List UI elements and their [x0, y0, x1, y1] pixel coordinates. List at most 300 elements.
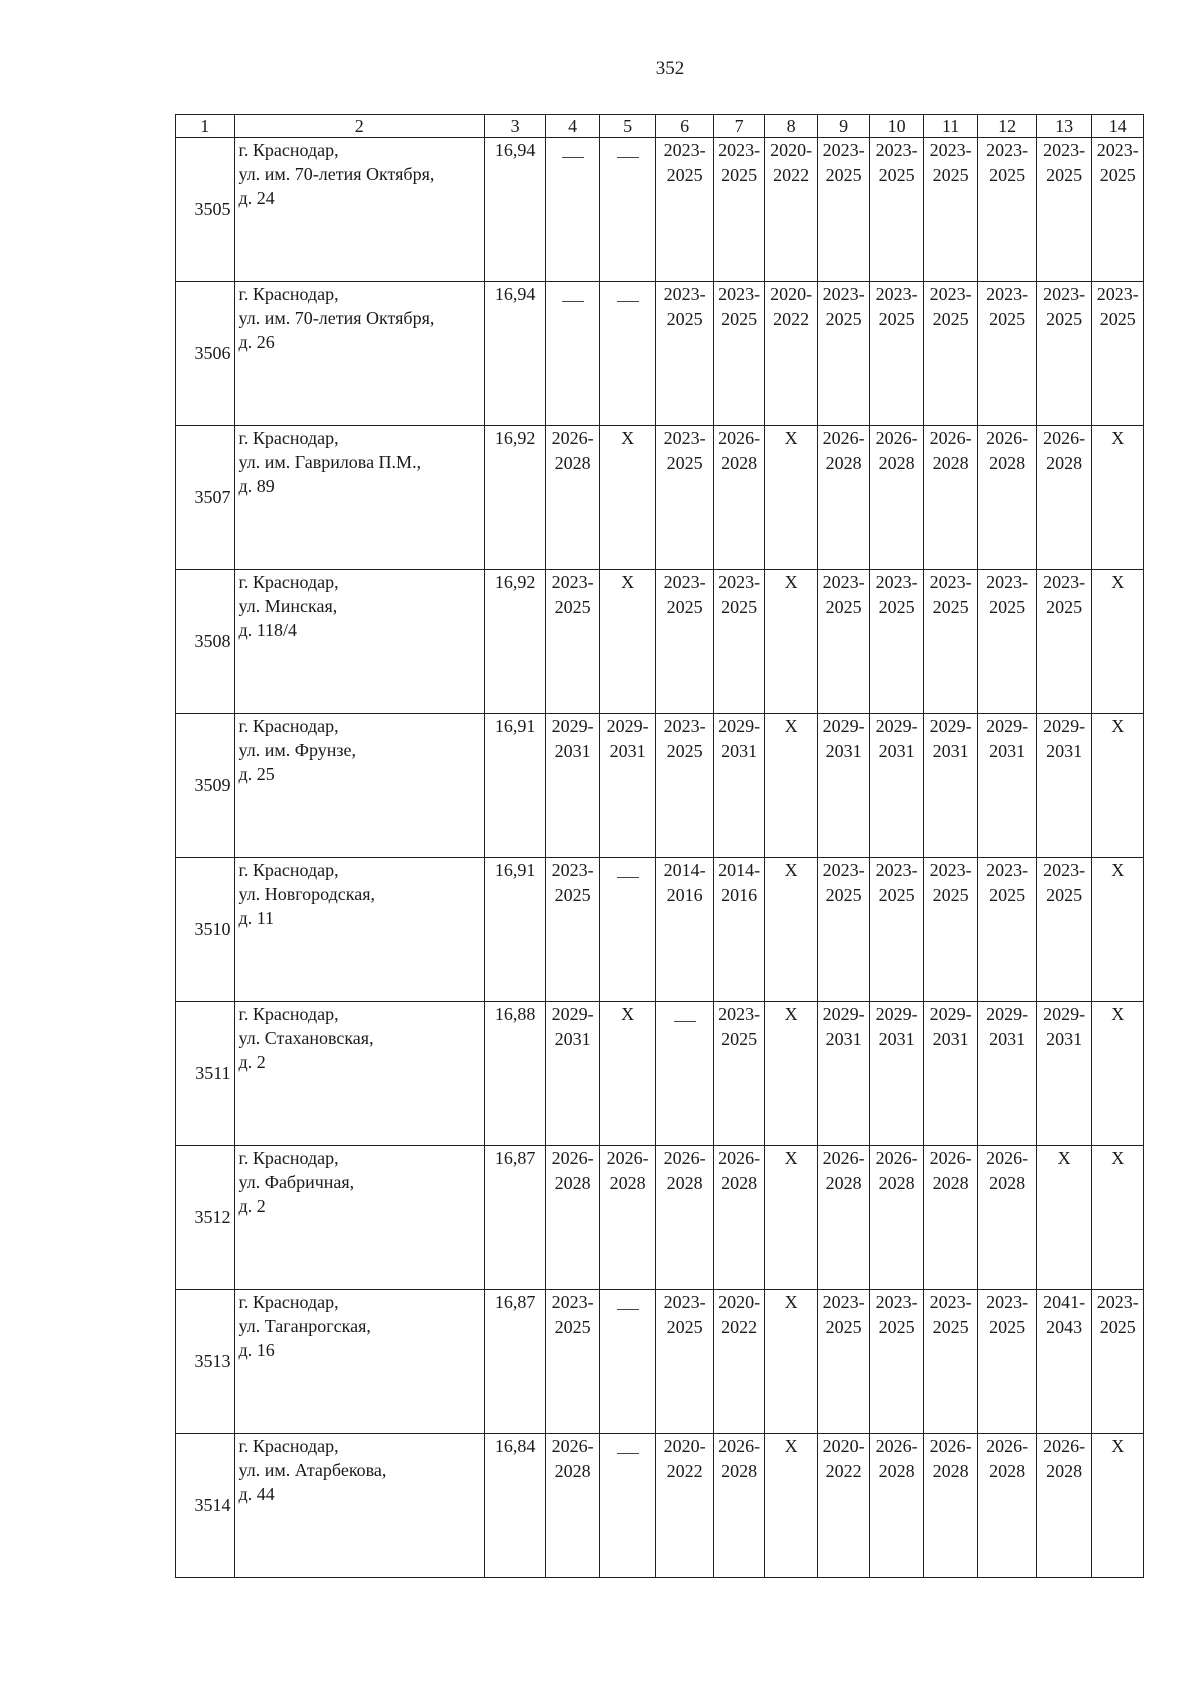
period-value: 2025 [1046, 597, 1083, 617]
period-cell [978, 1434, 1037, 1578]
period-value: 2025 [825, 165, 862, 185]
period-value: 2023- [663, 572, 706, 592]
period-value: 2022 [721, 1317, 758, 1337]
address-line: г. Краснодар, [238, 860, 339, 880]
table-row [176, 282, 1144, 426]
table-row [176, 1002, 1144, 1146]
period-cell [923, 714, 978, 858]
period-cell [546, 1290, 599, 1434]
period-value: 2029- [986, 716, 1029, 736]
period-cell [546, 1146, 599, 1290]
period-value: 2023- [1043, 140, 1086, 160]
period-value: 2026- [822, 1148, 865, 1168]
period-value: 2026- [551, 1436, 594, 1456]
period-value: 2023- [663, 716, 706, 736]
period-cell [713, 1290, 764, 1434]
period-value: 2023- [663, 140, 706, 160]
period-value: 2029- [822, 1004, 865, 1024]
period-cell [870, 282, 923, 426]
period-value: 2023- [551, 572, 594, 592]
period-value: 2028 [932, 453, 969, 473]
period-cell [978, 282, 1037, 426]
period-value: 2023- [663, 428, 706, 448]
period-cell [765, 138, 817, 282]
period-cell [923, 1290, 978, 1434]
period-cell [713, 138, 764, 282]
address-line: д. 26 [238, 332, 275, 352]
period-value: 2026- [1043, 428, 1086, 448]
period-value: 2028 [932, 1173, 969, 1193]
period-value: 2028 [878, 1173, 915, 1193]
ratio-cell: 16,88 [484, 1002, 546, 1146]
period-value: 2025 [1099, 309, 1136, 329]
period-value: 2028 [825, 453, 862, 473]
period-cell [978, 138, 1037, 282]
period-value: 2014- [718, 860, 761, 880]
period-cell [765, 1290, 817, 1434]
period-value: 2025 [666, 597, 703, 617]
period-value: 2028 [666, 1173, 703, 1193]
period-cell [923, 1146, 978, 1290]
period-value: 2020- [663, 1436, 706, 1456]
period-cell [1092, 282, 1144, 426]
period-value: 2023- [986, 140, 1029, 160]
period-value: 2020- [770, 140, 813, 160]
period-value: 2025 [932, 885, 969, 905]
period-value: 2025 [878, 885, 915, 905]
dash-mark [562, 301, 584, 302]
period-cell [546, 714, 599, 858]
column-header-10: 10 [870, 115, 923, 138]
column-header-13: 13 [1036, 115, 1092, 138]
period-cell [765, 1002, 817, 1146]
period-value: 2023- [718, 284, 761, 304]
period-value: X [784, 716, 798, 736]
period-value: 2029- [1043, 1004, 1086, 1024]
table-row [176, 1290, 1144, 1434]
period-value: X [621, 428, 635, 448]
period-cell [599, 282, 656, 426]
address-line: д. 16 [238, 1340, 275, 1360]
column-header-3: 3 [484, 115, 546, 138]
period-value: 2031 [825, 741, 862, 761]
period-value: 2029- [1043, 716, 1086, 736]
period-value: X [621, 572, 635, 592]
period-cell [817, 1146, 869, 1290]
period-value: 2029- [929, 716, 972, 736]
column-header-4: 4 [546, 115, 599, 138]
period-cell [765, 1146, 817, 1290]
period-value: 2025 [878, 165, 915, 185]
period-value: 2025 [554, 597, 591, 617]
period-value: 2026- [718, 1436, 761, 1456]
period-value: 2023- [822, 1292, 865, 1312]
period-cell [546, 570, 599, 714]
period-cell [1092, 426, 1144, 570]
period-value: X [1111, 1436, 1125, 1456]
address-line: г. Краснодар, [238, 428, 339, 448]
period-value: X [621, 1004, 635, 1024]
period-cell [1036, 282, 1092, 426]
address-line: ул. Фабричная, [238, 1172, 355, 1192]
period-value: X [784, 1004, 798, 1024]
period-value: 2028 [609, 1173, 646, 1193]
period-value: 2028 [989, 1461, 1026, 1481]
period-cell [599, 714, 656, 858]
period-value: 2023- [822, 860, 865, 880]
period-value: 2025 [1046, 309, 1083, 329]
table-row [176, 138, 1144, 282]
period-value: 2029- [606, 716, 649, 736]
period-value: 2025 [878, 1317, 915, 1337]
address-line: г. Краснодар, [238, 1004, 339, 1024]
address-line: ул. Минская, [238, 596, 338, 616]
period-value: 2026- [551, 428, 594, 448]
period-cell [656, 282, 714, 426]
period-cell [765, 1434, 817, 1578]
period-cell [1036, 1290, 1092, 1434]
ratio-cell: 16,91 [484, 714, 546, 858]
row-number: 3510 [176, 858, 235, 1002]
address-cell [234, 282, 484, 426]
period-value: 2031 [554, 741, 591, 761]
registry-table [175, 114, 1144, 1578]
period-cell [923, 282, 978, 426]
period-cell [656, 426, 714, 570]
ratio-cell: 16,87 [484, 1290, 546, 1434]
period-cell [1036, 570, 1092, 714]
period-value: 2020- [718, 1292, 761, 1312]
column-header-12: 12 [978, 115, 1037, 138]
period-cell [1036, 1146, 1092, 1290]
period-value: 2029- [822, 716, 865, 736]
period-value: 2023- [718, 572, 761, 592]
address-line: г. Краснодар, [238, 284, 339, 304]
period-value: X [784, 1292, 798, 1312]
period-value: 2028 [554, 1173, 591, 1193]
address-line: д. 24 [238, 188, 275, 208]
period-value: 2023- [929, 140, 972, 160]
address-cell [234, 1146, 484, 1290]
period-value: 2031 [721, 741, 758, 761]
ratio-cell: 16,87 [484, 1146, 546, 1290]
period-cell [713, 426, 764, 570]
address-line: д. 2 [238, 1052, 266, 1072]
address-line: ул. им. Атарбекова, [238, 1460, 387, 1480]
period-value: 2023- [1043, 284, 1086, 304]
period-value: 2025 [825, 885, 862, 905]
period-value: 2023- [551, 1292, 594, 1312]
period-cell [870, 570, 923, 714]
address-cell [234, 858, 484, 1002]
period-cell [599, 138, 656, 282]
dash-mark [617, 877, 639, 878]
period-cell [1092, 138, 1144, 282]
period-value: 2029- [929, 1004, 972, 1024]
period-value: 2014- [663, 860, 706, 880]
period-value: 2026- [986, 428, 1029, 448]
period-cell [599, 1290, 656, 1434]
period-value: 2025 [1046, 885, 1083, 905]
column-header-11: 11 [923, 115, 978, 138]
period-cell [546, 426, 599, 570]
row-number: 3512 [176, 1146, 235, 1290]
column-header-8: 8 [765, 115, 817, 138]
dash-mark [674, 1021, 696, 1022]
period-value: 2043 [1046, 1317, 1083, 1337]
address-line: д. 118/4 [238, 620, 298, 640]
period-value: 2025 [932, 597, 969, 617]
period-cell [923, 426, 978, 570]
period-cell [656, 1146, 714, 1290]
period-cell [1092, 1434, 1144, 1578]
dash-mark [617, 1453, 639, 1454]
period-value: 2026- [551, 1148, 594, 1168]
period-value: 2023- [875, 140, 918, 160]
period-value: 2029- [551, 1004, 594, 1024]
period-value: 2025 [721, 309, 758, 329]
period-cell [713, 1146, 764, 1290]
period-cell [923, 858, 978, 1002]
period-value: 2028 [721, 1461, 758, 1481]
period-cell [1092, 1146, 1144, 1290]
period-cell [923, 570, 978, 714]
table-row [176, 1434, 1144, 1578]
column-header-2: 2 [234, 115, 484, 138]
address-cell [234, 570, 484, 714]
period-value: 2031 [878, 1029, 915, 1049]
period-value: 2029- [986, 1004, 1029, 1024]
period-value: 2026- [875, 1148, 918, 1168]
period-value: 2031 [989, 1029, 1026, 1049]
period-value: 2025 [1099, 1317, 1136, 1337]
ratio-cell: 16,92 [484, 570, 546, 714]
period-cell [713, 282, 764, 426]
period-cell [765, 570, 817, 714]
ratio-cell: 16,91 [484, 858, 546, 1002]
period-value: 2022 [666, 1461, 703, 1481]
period-value: 2025 [989, 165, 1026, 185]
column-header-5: 5 [599, 115, 656, 138]
period-cell [713, 1002, 764, 1146]
period-cell [978, 1002, 1037, 1146]
period-cell [1092, 1290, 1144, 1434]
period-value: 2023- [875, 1292, 918, 1312]
period-value: 2026- [986, 1436, 1029, 1456]
period-cell [1036, 1002, 1092, 1146]
period-value: 2023- [986, 860, 1029, 880]
period-value: 2028 [554, 1461, 591, 1481]
period-cell [978, 714, 1037, 858]
period-cell [870, 426, 923, 570]
address-cell [234, 1002, 484, 1146]
period-value: 2020- [822, 1436, 865, 1456]
period-value: 2023- [929, 1292, 972, 1312]
period-value: 2025 [554, 1317, 591, 1337]
period-cell [923, 1434, 978, 1578]
period-value: 2025 [825, 597, 862, 617]
period-cell [817, 1002, 869, 1146]
period-cell [599, 1002, 656, 1146]
address-line: ул. им. 70-летия Октября, [238, 164, 435, 184]
period-cell [817, 282, 869, 426]
period-cell [870, 714, 923, 858]
row-number: 3514 [176, 1434, 235, 1578]
period-value: 2025 [989, 1317, 1026, 1337]
address-line: ул. Таганрогская, [238, 1316, 371, 1336]
period-value: 2026- [663, 1148, 706, 1168]
period-value: 2028 [721, 453, 758, 473]
period-value: 2025 [878, 597, 915, 617]
period-value: 2028 [825, 1173, 862, 1193]
period-cell [1036, 426, 1092, 570]
period-cell [978, 426, 1037, 570]
period-value: 2016 [721, 885, 758, 905]
period-value: X [784, 860, 798, 880]
address-cell [234, 1434, 484, 1578]
period-value: 2031 [1046, 1029, 1083, 1049]
period-value: 2025 [1099, 165, 1136, 185]
period-cell [656, 138, 714, 282]
period-value: 2023- [1096, 284, 1139, 304]
period-cell [978, 858, 1037, 1002]
period-cell [817, 714, 869, 858]
address-line: ул. Стахановская, [238, 1028, 374, 1048]
period-value: 2025 [878, 309, 915, 329]
period-value: 2031 [1046, 741, 1083, 761]
period-cell [713, 858, 764, 1002]
address-line: г. Краснодар, [238, 1436, 339, 1456]
period-value: 2025 [989, 309, 1026, 329]
period-value: 2031 [609, 741, 646, 761]
address-line: д. 89 [238, 476, 275, 496]
row-number: 3509 [176, 714, 235, 858]
period-value: 2028 [932, 1461, 969, 1481]
period-value: 2025 [721, 1029, 758, 1049]
period-value: 2028 [1046, 1461, 1083, 1481]
period-cell [978, 1146, 1037, 1290]
period-cell [870, 858, 923, 1002]
period-value: 2016 [666, 885, 703, 905]
period-value: 2031 [554, 1029, 591, 1049]
dash-mark [562, 157, 584, 158]
row-number: 3511 [176, 1002, 235, 1146]
period-value: 2026- [606, 1148, 649, 1168]
period-value: X [1057, 1148, 1071, 1168]
period-value: 2028 [878, 1461, 915, 1481]
period-cell [978, 570, 1037, 714]
row-number: 3506 [176, 282, 235, 426]
period-value: 2026- [929, 1148, 972, 1168]
period-cell [1036, 138, 1092, 282]
period-value: 2026- [929, 1436, 972, 1456]
period-cell [1036, 858, 1092, 1002]
period-cell [870, 1290, 923, 1434]
period-cell [656, 858, 714, 1002]
period-value: 2028 [554, 453, 591, 473]
period-value: 2025 [825, 1317, 862, 1337]
period-value: 2025 [989, 597, 1026, 617]
period-value: 2041- [1043, 1292, 1086, 1312]
period-cell [656, 714, 714, 858]
period-cell [599, 426, 656, 570]
address-cell [234, 1290, 484, 1434]
period-value: 2023- [875, 572, 918, 592]
period-value: 2025 [666, 741, 703, 761]
table-row [176, 570, 1144, 714]
period-value: 2023- [1043, 860, 1086, 880]
period-value: 2023- [875, 284, 918, 304]
period-value: 2025 [932, 1317, 969, 1337]
address-line: ул. им. Фрунзе, [238, 740, 356, 760]
table-header [176, 115, 1144, 138]
address-line: г. Краснодар, [238, 572, 339, 592]
address-line: д. 11 [238, 908, 275, 928]
period-value: 2026- [875, 428, 918, 448]
period-value: 2023- [986, 284, 1029, 304]
period-value: 2025 [989, 885, 1026, 905]
period-value: X [1111, 1004, 1125, 1024]
address-line: г. Краснодар, [238, 716, 339, 736]
period-value: 2023- [986, 572, 1029, 592]
period-value: 2028 [721, 1173, 758, 1193]
period-value: 2025 [721, 597, 758, 617]
period-value: 2029- [718, 716, 761, 736]
period-value: 2028 [878, 453, 915, 473]
period-cell [817, 138, 869, 282]
period-value: 2023- [822, 140, 865, 160]
period-cell [765, 714, 817, 858]
period-cell [1036, 714, 1092, 858]
period-cell [923, 138, 978, 282]
address-line: г. Краснодар, [238, 1292, 339, 1312]
period-value: 2031 [878, 741, 915, 761]
period-value: 2023- [822, 284, 865, 304]
table-row [176, 858, 1144, 1002]
period-value: 2023- [663, 1292, 706, 1312]
period-value: 2023- [1096, 1292, 1139, 1312]
address-line: г. Краснодар, [238, 140, 339, 160]
period-value: 2020- [770, 284, 813, 304]
period-value: 2023- [986, 1292, 1029, 1312]
period-cell [656, 1434, 714, 1578]
period-cell [599, 1146, 656, 1290]
ratio-cell: 16,94 [484, 138, 546, 282]
period-value: 2031 [989, 741, 1026, 761]
header-row [176, 115, 1144, 138]
period-cell [817, 858, 869, 1002]
period-cell [599, 1434, 656, 1578]
column-header-7: 7 [713, 115, 764, 138]
ratio-cell: 16,84 [484, 1434, 546, 1578]
address-line: ул. Новгородская, [238, 884, 376, 904]
period-value: 2026- [718, 428, 761, 448]
period-value: X [784, 1148, 798, 1168]
table-body [176, 138, 1144, 1578]
period-cell [713, 570, 764, 714]
period-value: 2025 [825, 309, 862, 329]
period-cell [656, 1290, 714, 1434]
period-cell [923, 1002, 978, 1146]
period-value: 2029- [551, 716, 594, 736]
period-value: X [1111, 860, 1125, 880]
period-cell [1092, 714, 1144, 858]
period-cell [817, 1434, 869, 1578]
address-line: д. 2 [238, 1196, 266, 1216]
period-value: 2022 [825, 1461, 862, 1481]
period-value: 2028 [1046, 453, 1083, 473]
period-cell [1092, 858, 1144, 1002]
